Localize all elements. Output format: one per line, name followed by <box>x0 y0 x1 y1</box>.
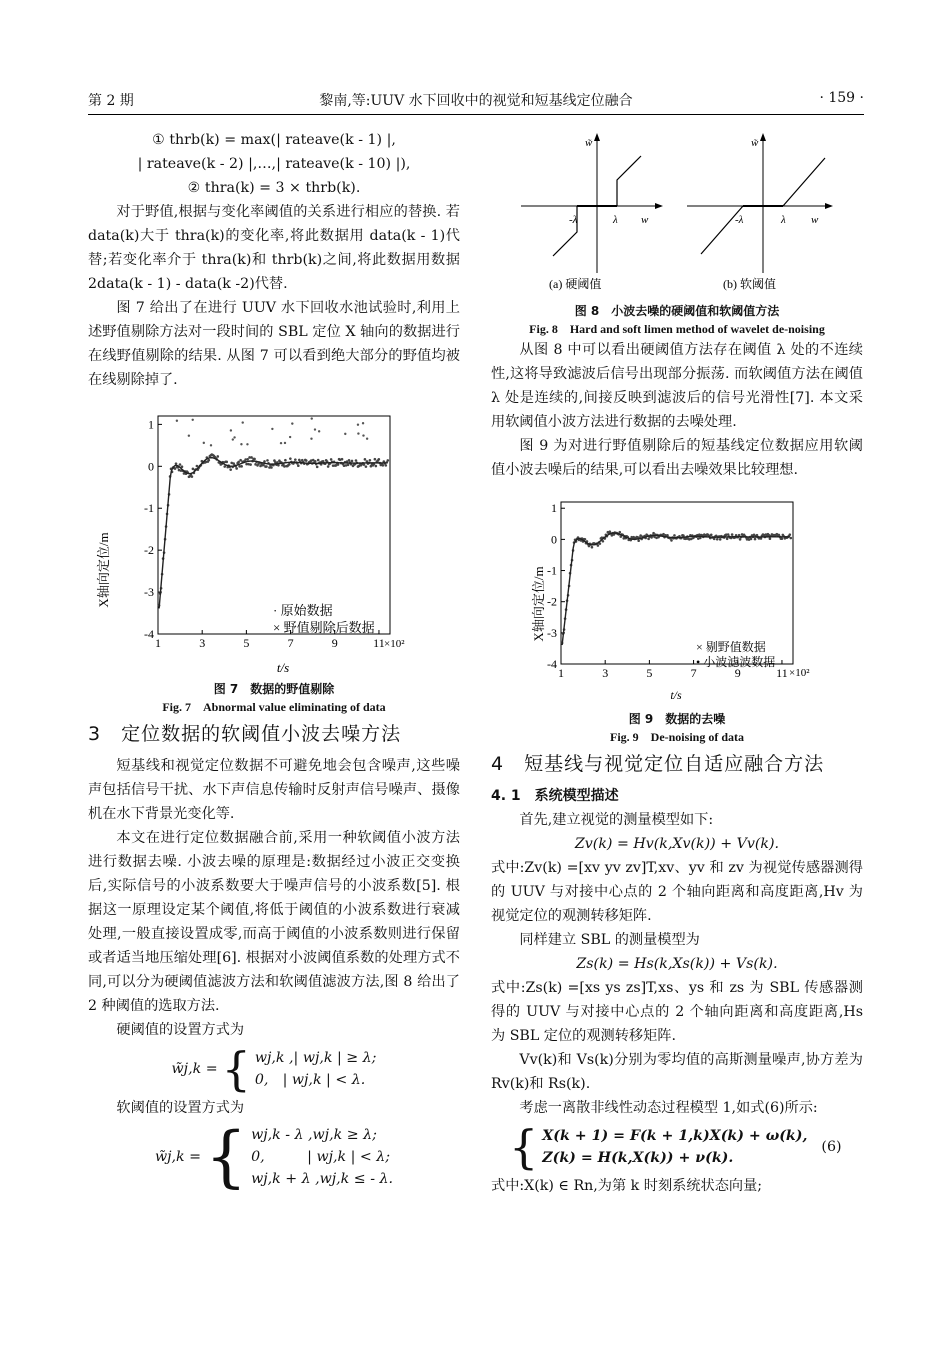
data-point <box>253 458 256 461</box>
fig8-chart <box>491 128 863 298</box>
data-point <box>347 464 350 467</box>
outlier-point <box>242 421 244 423</box>
system-model-equation: { X(k + 1) = F(k + 1,k)X(k) + ω(k), Z(k) = H(k,X(k)) + ν(k). (6) <box>509 1120 842 1174</box>
paragraph: 同样建立 SBL 的测量模型为 <box>519 932 700 948</box>
outlier-point <box>246 443 248 445</box>
data-point <box>191 475 194 478</box>
data-point <box>216 455 219 458</box>
outlier-point <box>176 420 178 422</box>
data-point <box>175 462 178 465</box>
fig9-xlabel: t/s <box>670 688 682 702</box>
outlier-point <box>280 442 282 444</box>
x-tick-label: 9 <box>734 666 741 680</box>
outlier-point <box>310 438 312 440</box>
fig9-caption-zh: 图 9 数据的去噪 <box>628 712 726 726</box>
data-point <box>266 459 269 462</box>
data-point <box>731 533 734 536</box>
data-point <box>240 465 243 468</box>
data-point <box>374 458 377 461</box>
paragraph: Vv(k)和 Vs(k)分别为零均值的高斯测量噪声,协方差为 Rv(k)和 Rs(k). <box>491 1052 863 1092</box>
data-point <box>597 544 600 547</box>
data-point <box>225 461 228 464</box>
data-point <box>386 459 389 462</box>
data-point <box>364 458 367 461</box>
data-point <box>750 538 753 541</box>
outlier-point <box>291 422 293 424</box>
data-point <box>769 537 772 540</box>
y-tick-label: -3 <box>144 585 154 600</box>
data-point <box>235 467 238 470</box>
data-point <box>337 463 340 466</box>
data-point <box>789 537 792 540</box>
data-point <box>788 533 791 536</box>
fig7-xlabel: t/s <box>276 660 290 675</box>
data-point <box>223 465 226 468</box>
x-tick-label: 7 <box>287 636 294 650</box>
fig9-legend-despiked: × 剔野值数据 <box>696 640 766 654</box>
equation-line: ① thrb(k) = max(| rateave(k - 1) |, <box>152 132 396 148</box>
subsection-4-1-heading: 4. 1 系统模型描述 <box>491 788 619 804</box>
fig9-caption-en: Fig. 9 De-noising of data <box>609 730 744 744</box>
page-number: · 159 · <box>819 90 864 106</box>
x-tick-label: 11 <box>373 636 385 650</box>
data-point <box>719 538 722 541</box>
fig7-ylabel: X轴向定位/m <box>96 532 111 608</box>
data-point <box>330 458 333 461</box>
data-point <box>196 465 199 468</box>
y-tick-label: 1 <box>551 501 557 516</box>
data-point <box>246 458 249 461</box>
right-column <box>491 128 863 1198</box>
figure-8 <box>491 128 863 298</box>
outlier-point <box>362 422 364 424</box>
outlier-point <box>362 434 364 436</box>
data-point <box>378 458 381 461</box>
data-point <box>673 534 676 537</box>
outlier-point <box>289 436 291 438</box>
data-point <box>289 457 292 460</box>
paragraph: 本文在进行定位数据融合前,采用一种软阈值小波方法进行数据去噪. 小波去噪的原理是:数据经过小波正交变换后,实际信号的小波系数要大于噪声信号的小波系数[5]. 根据这一原理设定某个阈值,将低于阈值的小波系数进行衰减处理,一般直接设置成零,而高于阈值的小波系数则进行保留或者适当地压缩处理[6]. 根据对小波阈值系数的处理方式不同,可以分为硬阈值滤波方法和软阈值滤波方法,图 8 给出了 2 种阈值的选取方法. <box>88 830 460 1014</box>
fig7-legend-raw: · 原始数据 <box>273 603 333 618</box>
svg-text:w: w <box>811 214 819 226</box>
data-point <box>341 458 344 461</box>
header-rule <box>88 114 864 115</box>
data-point <box>270 466 273 469</box>
data-point <box>726 537 729 540</box>
data-point <box>351 460 354 463</box>
fig9-ylabel: X轴向定位/m <box>531 566 546 642</box>
outlier-point <box>210 444 212 446</box>
data-point <box>618 531 621 534</box>
equation-number: (6) <box>821 1139 842 1155</box>
outlier-point <box>357 432 359 434</box>
x-tick-label: 7 <box>690 666 697 680</box>
y-tick-label: -2 <box>144 543 154 558</box>
outlier-point <box>314 428 316 430</box>
outlier-point <box>203 442 205 444</box>
outlier-point <box>311 417 313 419</box>
fig9-legend-wavelet: • 小波滤波数据 <box>696 655 776 669</box>
outlier-point <box>344 433 346 435</box>
outlier-point <box>240 443 242 445</box>
paragraph: 考虑一离散非线性动态过程模型 1,如式(6)所示: <box>519 1100 818 1116</box>
soft-threshold-equation: w̃j,k = { wj,k - λ ,wj,k ≥ λ; 0, | wj,k | < λ; wj,k + λ ,wj,k ≤ - λ. <box>155 1118 393 1195</box>
data-point <box>382 464 385 467</box>
data-point <box>208 459 211 462</box>
paragraph: 从图 8 中可以看出硬阈值方法存在阈值 λ 处的不连续性,这将导致滤波后信号出现部分振荡. 而软阈值方法在阈值 λ 处是连续的,间接反映到滤波后的信号光滑性[7]. 本文采用软阈值小波方法进行数据的去噪处理. <box>491 342 863 430</box>
data-point <box>314 460 317 463</box>
y-tick-label: -1 <box>144 501 154 516</box>
data-point <box>288 463 291 466</box>
fig9-xunit: ×10² <box>789 667 810 679</box>
fig7-caption-zh: 图 7 数据的野值剔除 <box>213 682 335 696</box>
data-point <box>327 465 330 468</box>
fig8b-label: (b) 软阈值 <box>723 277 776 291</box>
svg-text:w: w <box>641 214 649 226</box>
data-point <box>284 459 287 462</box>
outlier-point <box>366 438 368 440</box>
data-point <box>713 538 716 541</box>
fig7-caption-en: Fig. 7 Abnormal value eliminating of data <box>162 700 386 714</box>
x-tick-label: 5 <box>243 636 250 650</box>
data-point <box>591 546 594 549</box>
outlier-point <box>284 442 286 444</box>
x-tick-label: 1 <box>558 666 564 680</box>
svg-text:-λ: -λ <box>735 214 744 226</box>
x-tick-label: 11 <box>776 666 788 680</box>
svg-text:λ: λ <box>613 214 618 226</box>
svg-text:-λ: -λ <box>569 214 578 226</box>
data-point <box>174 467 177 470</box>
paragraph: 图 7 给出了在进行 UUV 水下回收水池试验时,利用上述野值剔除方法对一段时间的 SBL 定位 X 轴向的数据进行在线野值剔除的结果. 从图 7 可以看到绝大部分的野值均被在线剔除掉了. <box>88 300 460 388</box>
y-tick-label: 0 <box>148 459 154 474</box>
data-point <box>249 463 252 466</box>
data-point <box>369 459 372 462</box>
data-point <box>305 459 308 462</box>
y-tick-label: -4 <box>144 627 154 641</box>
y-tick-label: -1 <box>547 563 557 578</box>
outlier-point <box>230 429 232 431</box>
outlier-point <box>318 430 320 432</box>
data-point <box>316 466 319 469</box>
paragraph: 对于野值,根据与变化率阈值的关系进行相应的替换. 若 data(k)大于 thra(k)的变化率,将此数据用 data(k - 1)代替;若变化率介于 thra(k)和 thrb(k)之间,将此数据用数据 2data(k - 1) - data(k -2)代替. <box>88 204 460 292</box>
left-column <box>88 128 460 1194</box>
paragraph: 式中:Zs(k) =[xs ys zs]T,xs、ys 和 zs 为 SBL 传感器测得的 UUV 与对接中心点的 2 个轴向距离和高度距离,Hs 为 SBL 定位的观测转移矩阵. <box>491 980 863 1044</box>
paragraph: 式中:X(k) ∈ Rn,为第 k 时刻系统状态向量; <box>491 1178 763 1194</box>
outlier-point <box>232 438 234 440</box>
fig8-caption-zh: 图 8 小波去噪的硬阈值和软阈值方法 <box>574 304 780 318</box>
svg-text:λ: λ <box>781 214 786 226</box>
vision-measurement-equation: Zv(k) = Hv(k,Xv(k)) + Vv(k). <box>574 836 780 852</box>
y-tick-label: -3 <box>547 625 557 640</box>
data-point <box>385 464 388 467</box>
x-tick-label: 1 <box>155 636 161 650</box>
data-point <box>229 468 232 471</box>
fig8-caption-en: Fig. 8 Hard and soft limen method of wavelet de-noising <box>529 322 825 336</box>
y-tick-label: 0 <box>551 532 557 547</box>
paragraph: 短基线和视觉定位数据不可避免地会包含噪声,这些噪声包括信号干扰、水下声信息传输时反射声信号噪声、摄像机在水下背景光变化等. <box>88 758 460 822</box>
data-point <box>781 537 784 540</box>
data-point <box>237 461 240 464</box>
paragraph: 首先,建立视觉的测量模型如下: <box>519 812 714 828</box>
outlier-point <box>271 428 273 430</box>
data-point <box>317 459 320 462</box>
figure-7 <box>88 410 460 680</box>
section-3-heading: 3 定位数据的软阈值小波去噪方法 <box>88 723 402 745</box>
y-tick-label: 1 <box>148 417 154 432</box>
fig8b-ylabel: w̃ <box>751 137 759 149</box>
fig8b-soft-threshold <box>687 133 833 291</box>
x-tick-label: 3 <box>199 636 206 650</box>
section-4-heading: 4 短基线与视觉定位自适应融合方法 <box>491 753 825 775</box>
outlier-point <box>233 436 235 438</box>
data-point <box>297 464 300 467</box>
hard-threshold-equation: w̃j,k = { wj,k ,| wj,k | ≥ λ; 0, | wj,k | < λ. <box>171 1042 377 1096</box>
data-point <box>666 534 669 537</box>
smoothed-series <box>159 458 387 609</box>
data-point <box>363 463 366 466</box>
x-tick-label: 3 <box>602 666 609 680</box>
smoothed-series <box>562 533 790 645</box>
data-point <box>265 465 268 468</box>
x-tick-label: 5 <box>646 666 653 680</box>
x-tick-label: 9 <box>331 636 338 650</box>
data-point <box>637 539 640 542</box>
y-tick-label: -2 <box>547 594 557 609</box>
equation-line: ② thra(k) = 3 × thrb(k). <box>187 180 361 196</box>
fig7-xunit: ×10² <box>384 638 405 650</box>
plot-frame <box>158 416 390 634</box>
fig8a-hard-threshold <box>521 133 663 291</box>
data-point <box>670 539 673 542</box>
fig7-legend-filtered: × 野值剔除后数据 <box>273 620 375 635</box>
paragraph: 硬阈值的设置方式为 <box>116 1022 245 1038</box>
data-point <box>365 465 368 468</box>
paragraph: 图 9 为对进行野值剔除后的短基线定位数据应用软阈值小波去噪后的结果,可以看出去噪效果比较理想. <box>491 438 863 478</box>
data-point <box>179 463 182 466</box>
fig8a-ylabel: w̃ <box>585 137 593 149</box>
data-point <box>739 538 742 541</box>
paragraph: 软阈值的设置方式为 <box>116 1100 245 1116</box>
data-point <box>375 465 378 468</box>
outlier-point <box>188 435 190 437</box>
fig9-chart <box>491 494 863 704</box>
y-tick-label: -4 <box>547 657 557 671</box>
data-point <box>710 533 713 536</box>
figure-9 <box>491 494 863 704</box>
sbl-measurement-equation: Zs(k) = Hs(k,Xs(k)) + Vs(k). <box>576 956 778 972</box>
fig7-chart <box>88 410 460 680</box>
running-title: 黎南,等:UUV 水下回收中的视觉和短基线定位融合 <box>319 93 633 109</box>
outlier-point <box>357 423 359 425</box>
paragraph: 式中:Zv(k) =[xv yv zv]T,xv、yv 和 zv 为视觉传感器测得的 UUV 与对接中心点的 2 个轴向距离和高度距离,Hv 为视觉定位的观测转移矩阵. <box>491 860 863 924</box>
issue-label: 第 2 期 <box>88 93 134 109</box>
data-point <box>754 538 757 541</box>
data-point <box>716 538 719 541</box>
data-point <box>348 459 351 462</box>
page-header <box>88 90 864 112</box>
outlier-point <box>192 419 194 421</box>
data-point <box>355 459 358 462</box>
equation-line: | rateave(k - 2) |,…,| rateave(k - 10) |), <box>137 156 411 172</box>
data-point <box>294 458 297 461</box>
fig8a-label: (a) 硬阈值 <box>549 277 602 291</box>
